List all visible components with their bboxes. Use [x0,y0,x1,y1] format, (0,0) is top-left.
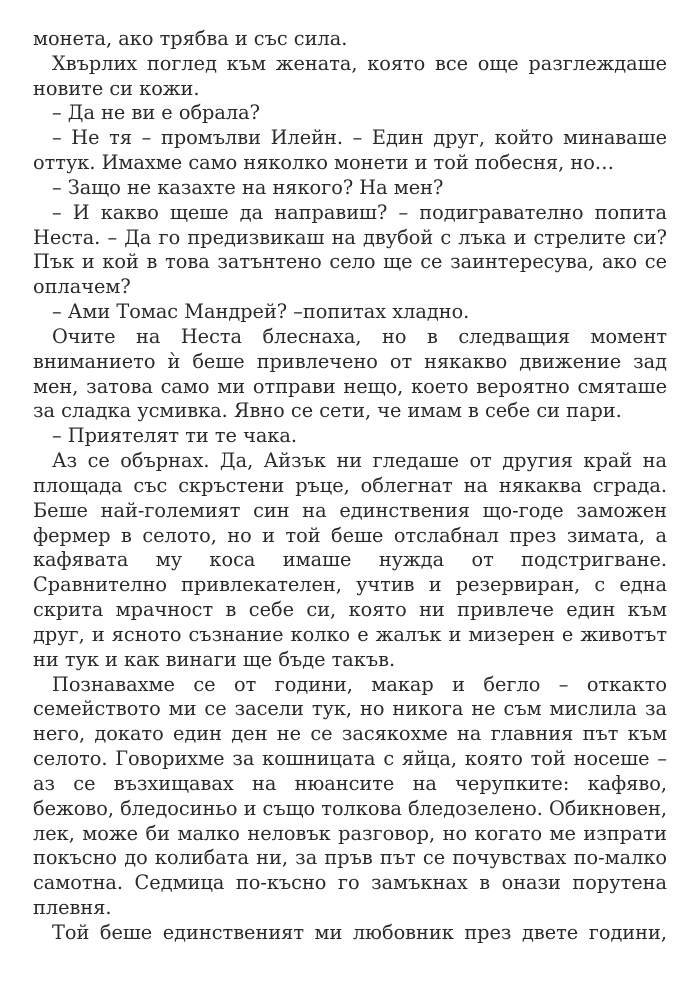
dialogue-line: – Не тя – промълви Илейн. – Един друг, който минаваше оттук. Имахме само няколко монети и той побесня, но… [33,126,667,175]
paragraph: Хвърлих поглед към жената, която все още разглеждаше новите си кожи. [33,51,667,100]
paragraph-truncated: Той беше единственият ми любовник през двете години, [52,920,667,944]
paragraph-continued: монета, ако трябва и със сила. [33,27,348,50]
paragraph: Познавахме се от години, макар и бегло – откакто семейството ми се засели тук, но никога не съм мислила за него, докато един ден не се засякохме на главния път към селото. Говорихме за кошницата с яйца, която той носеше – аз се възхищавах на нюансите на черупките: кафяво, бежово, бледосиньо и също толкова бледозелено. Обикновен, лек, може би малко неловък разговор, но когато ме изпрати покъсно до колибата ни, за пръв път се почувствах по-малко самотна. Седмица по-късно го замъкнах в онази порутена плевня. [33,672,668,919]
dialogue-line: – И какво щеше да направиш? – подигравателно попита Неста. – Да го предизвикаш на двубой с лъка и стрелите си? Пък и кой в това затънтено село ще се заинтересува, ако се оплачем? [33,200,667,299]
page-text [33,27,667,946]
dialogue-line: – Приятелят ти те чака. [52,424,297,448]
dialogue-line: – Защо не казахте на някого? На мен? [52,175,444,199]
paragraph: Аз се обърнах. Да, Айзък ни гледаше от другия край на площада със скръстени ръце, облегнат на някаква сграда. Беше най-големият син на единствения що-годе заможен фермер в селото, но и той беше отслабнал през зимата, а кафявата му коса имаше нужда от подстригване. Сравнително привлекателен, учтив и резервиран, с една скрита мрачност в себе си, която ни привлече един към друг, и ясното съзнание колко е жалък и мизерен е животът ни тук и как винаги ще бъде такъв. [33,449,667,671]
dialogue-line: – Да не ви е обрала? [52,101,260,125]
paragraph: Очите на Неста блеснаха, но в следващия момент вниманието ѝ беше привлечено от някакво движение зад мен, затова само ми отправи нещо, което вероятно смяташе за сладка усмивка. Явно се сети, че имам в себе си пари. [33,324,667,423]
dialogue-line: – Ами Томас Мандрей? –попитах хладно. [52,300,470,324]
